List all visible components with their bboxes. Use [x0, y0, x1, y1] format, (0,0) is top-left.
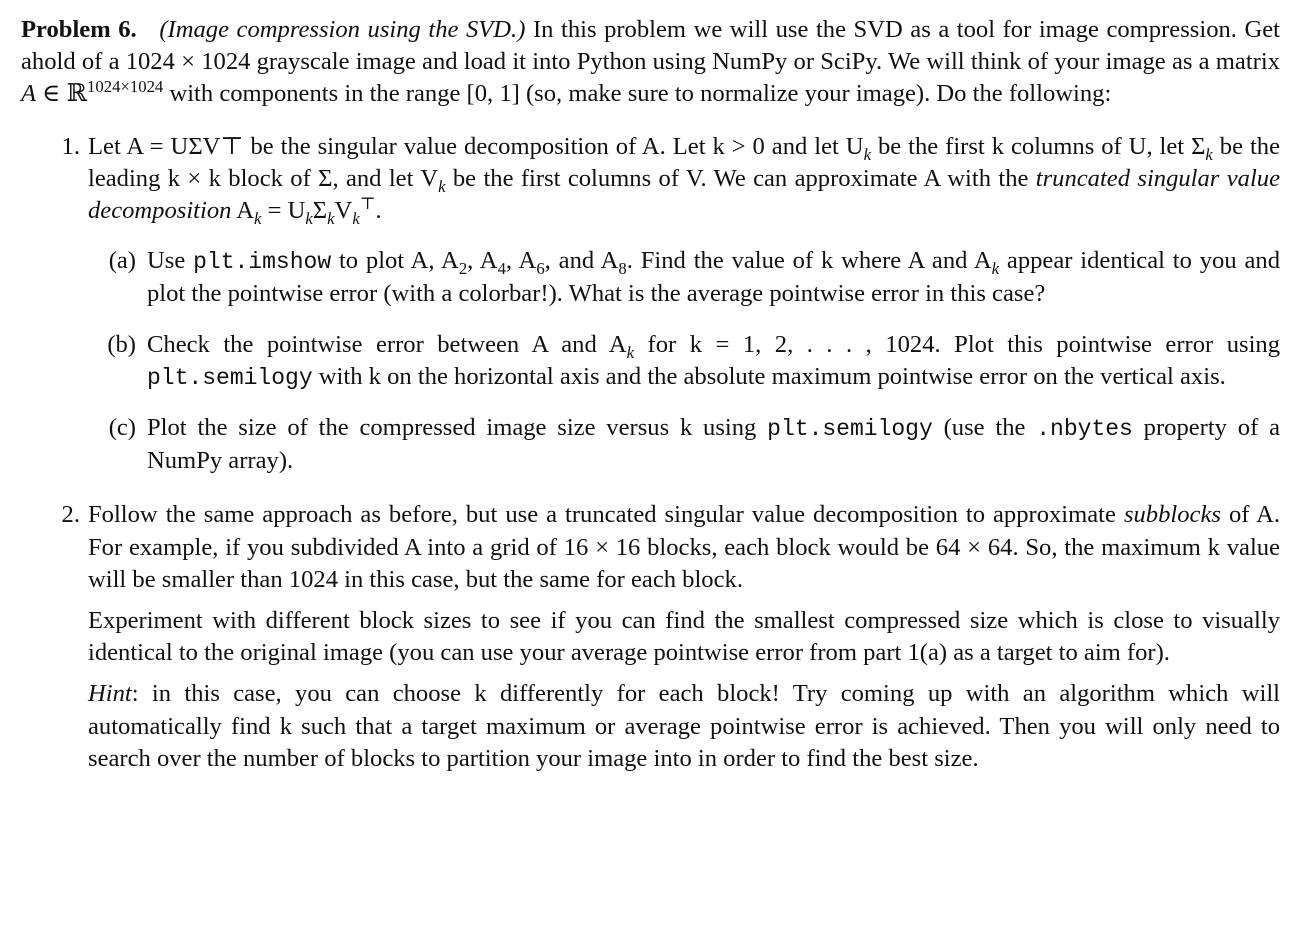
item-1a-text-c: appear identical to you and plot the pointwise error (with a colorbar!). What is the average pointwise error in this case? — [147, 247, 1280, 308]
item-1-number: 1. — [61, 132, 80, 160]
sub-k: k — [991, 259, 1000, 279]
item-1a-c1: , A — [467, 247, 498, 275]
item-1a-text — [147, 245, 1280, 310]
item-1c-text-a: Plot the size of the compressed image size versus k using — [147, 414, 768, 442]
intro-math-a: A — [21, 80, 37, 108]
item-1b-text-a: Check the pointwise error between A and A — [147, 330, 627, 358]
item-1-text-j: . — [375, 197, 382, 225]
item-1-text-f: = U — [261, 197, 306, 225]
item-1-text-b: be the first k columns of U, let Σ — [871, 132, 1206, 160]
item-1a-c2: , A — [505, 247, 537, 275]
intro-dimension: 1024×1024 — [86, 77, 164, 97]
hint-text: : in this case, you can choose k differently for each block! Try coming up with an algorithm which will automatically find k such that a target maximum or average pointwise error is achieved. Then you will only need to search over the number of blocks to partition your image into in order to find the best size. — [88, 680, 1280, 772]
sub-2: 2 — [458, 259, 468, 279]
item-1b-text-c: with k on the horizontal axis and the absolute maximum pointwise error on the vertical axis. — [312, 362, 1226, 390]
item-1b-text — [147, 329, 1280, 394]
sub-k: k — [305, 208, 313, 228]
item-1a-text-a: to plot A, A — [331, 247, 459, 275]
list-item-1a — [88, 245, 1280, 310]
item-1-text-g: Σ — [312, 197, 328, 225]
item-2-term: subblocks — [1123, 501, 1221, 529]
list-item-2 — [21, 499, 1280, 775]
intro-text-2: with components in the range [0, 1] (so, make sure to normalize your image). Do the following: — [163, 80, 1112, 108]
intro-in-reals: ∈ ℝ — [36, 80, 87, 108]
transpose-mark: ⊤ — [359, 193, 376, 213]
hint-label: Hint — [88, 680, 132, 708]
item-1-text — [88, 131, 1280, 228]
list-item-1b — [88, 329, 1280, 394]
code-semilogy: plt.semilogy — [767, 416, 933, 443]
sub-k: k — [254, 208, 262, 228]
item-1-text-d: be the first columns of V. We can approximate A with the — [445, 164, 1036, 192]
list-item-1c — [88, 412, 1280, 477]
item-1-text-a: Let A = UΣV⊤ be the singular value decomposition of A. Let k > 0 and let U — [88, 132, 864, 160]
item-1c-text — [147, 412, 1280, 477]
item-1-text-c: be the leading k × k block of Σ, and let V — [88, 132, 1280, 192]
sub-k: k — [438, 176, 446, 196]
sub-4: 4 — [497, 259, 506, 279]
sub-k: k — [626, 342, 635, 362]
task-list — [21, 131, 1280, 775]
item-1a-number: (a) — [108, 247, 136, 275]
item-1-text-h: V — [334, 197, 353, 225]
code-semilogy: plt.semilogy — [147, 364, 313, 391]
item-2-hint — [88, 678, 1280, 775]
item-1a-pre: Use — [147, 247, 194, 275]
problem-label: Problem 6. — [21, 16, 137, 43]
item-2-number: 2. — [61, 501, 80, 529]
item-1c-text-c: property of a NumPy array). — [147, 414, 1280, 475]
item-2-para-2: Experiment with different block sizes to see if you can find the smallest compressed size which is close to visually identical to the original image (you can use your average pointwise error from part 1(a) as a target to aim for). — [88, 607, 1280, 667]
item-1b-text-b: for k = 1, 2, . . . , 1024. Plot this pointwise error using — [634, 330, 1280, 358]
item-1-text-e: A — [231, 197, 255, 225]
item-2-text — [88, 499, 1280, 596]
code-nbytes: .nbytes — [1036, 416, 1133, 443]
item-2-text-a: Follow the same approach as before, but use a truncated singular value decomposition to approximate — [88, 501, 1124, 529]
sub-k: k — [863, 144, 871, 164]
code-imshow: plt.imshow — [193, 249, 332, 276]
sub-k: k — [327, 208, 335, 228]
list-item-1 — [21, 131, 1280, 478]
item-1a-c3: , and A — [544, 247, 619, 275]
item-1c-number: (c) — [108, 414, 136, 442]
problem-intro — [21, 14, 1280, 111]
sub-8: 8 — [618, 259, 627, 279]
item-1b-number: (b) — [107, 330, 136, 358]
item-1c-text-b: (use the — [932, 414, 1037, 442]
problem-subtitle: (Image compression using the SVD.) — [159, 16, 526, 43]
sub-6: 6 — [536, 259, 545, 279]
intro-text-1: In this problem we will use the SVD as a tool for image compression. Get ahold of a 1024 × 1024 grayscale image and load it into Python using NumPy or SciPy. We will think of your image as a matrix — [21, 16, 1280, 76]
item-1a-text-b: . Find the value of k where A and A — [626, 247, 992, 275]
sub-k: k — [1205, 144, 1213, 164]
sub-k: k — [352, 208, 360, 228]
item-1-term: truncated singular value decomposition — [88, 164, 1280, 225]
item-2-text-b: of A. For example, if you subdivided A into a grid of 16 × 16 blocks, each block would be 64 × 64. So, the maximum k value will be smaller than 1024 in this case, but the same for each block. — [88, 501, 1280, 593]
